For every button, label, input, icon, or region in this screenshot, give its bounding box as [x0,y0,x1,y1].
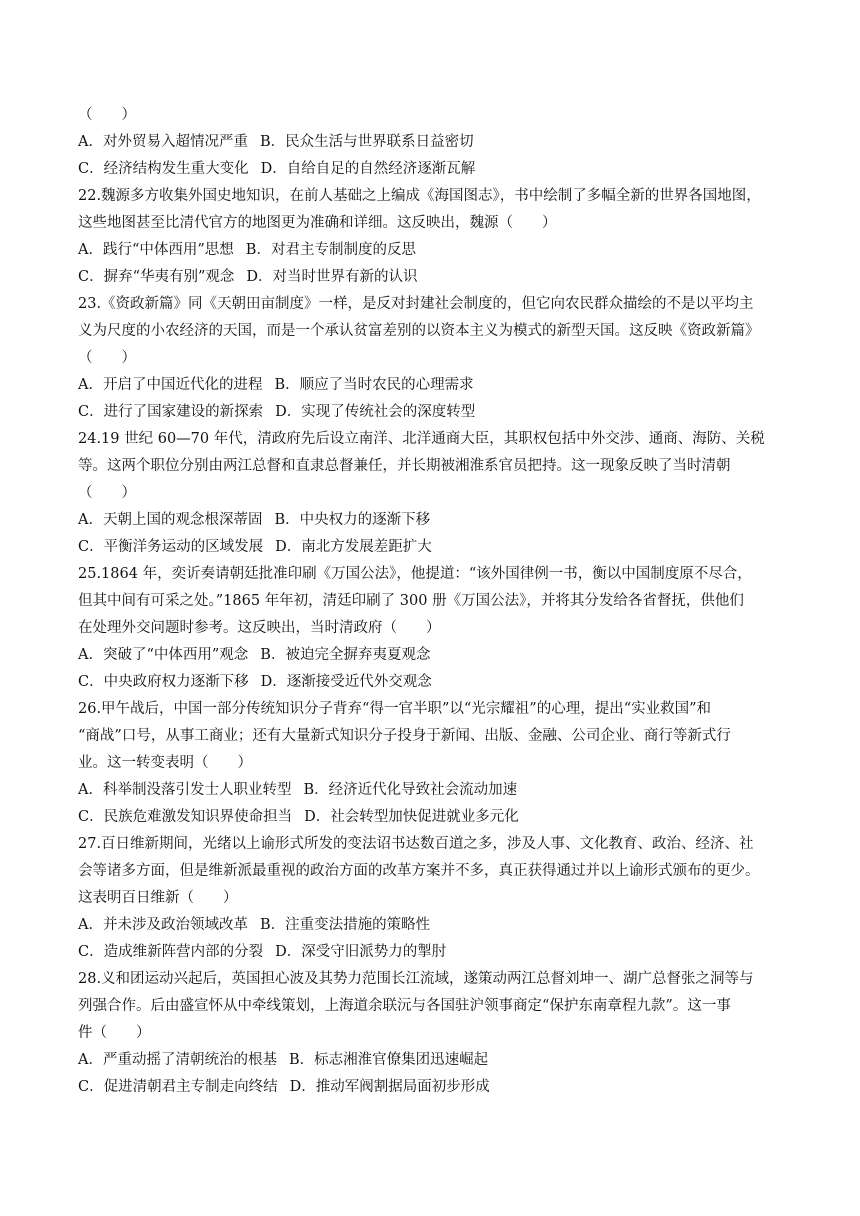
question-text: （ ） [78,350,136,366]
option-c: C．平衡洋务运动的区域发展 [78,539,264,555]
options-row [78,399,790,426]
question-text: 27.百日维新期间，光绪以上谕形式所发的变法诏书达数百道之多，涉及人事、文化教育、政治、经济、社 [78,836,754,852]
options-row [78,642,790,669]
question-25 [78,561,790,696]
question-text: 件（ ） [78,1025,151,1041]
options-row [78,804,790,831]
question-text: 义为尺度的小农经济的天国，而是一个承认贫富差别的以资本主义为模式的新型天国。这反映《资政新篇》 [78,323,760,339]
options-row [78,156,790,183]
question-text: 28.义和团运动兴起后，英国担心波及其势力范围长江流域，遂策动两江总督刘坤一、湖广总督张之洞等与 [78,971,754,987]
question-text: 这表明百日维新（ ） [78,890,238,906]
option-d: D．对当时世界有新的认识 [246,269,418,285]
option-c: C．经济结构发生重大变化 [78,161,249,177]
question-text: 22.魏源多方收集外国史地知识，在前人基础之上编成《海国图志》，书中绘制了多幅全新的世界各国地图， [78,188,761,204]
question-24 [78,426,790,561]
question-text: 23.《资政新篇》同《天朝田亩制度》一样，是反对封建社会制度的，但它向农民群众描绘的不是以平均主 [78,296,754,312]
exam-page [78,102,790,1101]
question-text: 等。这两个职位分别由两江总督和直隶总督兼任，并长期被湘淮系官员把持。这一现象反映了当时清朝 [78,458,731,474]
question-text: 25.1864 年，奕䜣奏请朝廷批准印刷《万国公法》，他提道：“该外国律例一书，衡以中国制度原不尽合， [78,566,752,582]
options-row [78,912,790,939]
option-c: C．中央政府权力逐渐下移 [78,674,249,690]
option-b: B．中央权力的逐渐下移 [274,512,431,528]
options-row [78,237,790,264]
question-text: 会等诸多方面，但是维新派最重视的政治方面的改革方案并不多，真正获得通过并以上谕形式颁布的更少。 [78,863,760,879]
option-d: D．推动军阀割据局面初步形成 [289,1079,490,1095]
question-text: 在处理外交问题时参考。这反映出，当时清政府（ ） [78,620,441,636]
option-b: B．对君主专制制度的反思 [245,242,416,258]
answer-paren: （ ） [78,107,136,123]
option-d: D．深受守旧派势力的掣肘 [275,944,447,960]
option-a: A．并未涉及政治领域改革 [78,917,248,933]
options-row [78,939,790,966]
options-row [78,777,790,804]
option-a: A．践行“中体西用”思想 [78,242,234,258]
question-text: （ ） [78,485,136,501]
question-22 [78,183,790,291]
option-b: B．经济近代化导致社会流动加速 [303,782,518,798]
option-a: A．天朝上国的观念根深蒂固 [78,512,263,528]
options-row [78,264,790,291]
option-b: B．注重变法措施的策略性 [259,917,431,933]
option-a: A．对外贸易入超情况严重 [78,134,248,150]
option-c: C．进行了国家建设的新探索 [78,404,264,420]
option-c: C．造成维新阵营内部的分裂 [78,944,264,960]
option-d: D．南北方发展差距扩大 [275,539,432,555]
question-text: 但其中间有可采之处。”1865 年年初，清廷印刷了 300 册《万国公法》，并将其分发给各省督抚，供他们 [78,593,744,609]
option-b: B．标志湘淮官僚集团迅速崛起 [288,1052,489,1068]
option-c: C．促进清朝君主专制走向终结 [78,1079,278,1095]
question-text: 26.甲午战后，中国一部分传统知识分子背弃“得一官半职”以“光宗耀祖”的心理，提出“实业救国”和 [78,701,712,717]
option-a: A．科举制没落引发士人职业转型 [78,782,292,798]
option-a: A．突破了“中体西用”观念 [78,647,249,663]
question-26 [78,696,790,831]
options-row [78,372,790,399]
options-row [78,129,790,156]
option-b: B．顺应了当时农民的心理需求 [274,377,474,393]
options-row [78,1047,790,1074]
option-d: D．社会转型加快促进就业多元化 [304,809,519,825]
options-row [78,534,790,561]
question-text: 列强合作。后由盛宣怀从中牵线策划，上海道余联沅与各国驻沪领事商定“保护东南章程九款”。这一事 [78,998,731,1014]
option-a: A．严重动摇了清朝统治的根基 [78,1052,277,1068]
question-text: 业。这一转变表明（ ） [78,755,252,771]
question-text: “商战”口号，从事工商业；还有大量新式知识分子投身于新闻、出版、金融、公司企业、商行等新式行 [78,728,731,744]
options-row [78,507,790,534]
question-text: 24.19 世纪 60—70 年代，清政府先后设立南洋、北洋通商大臣，其职权包括中外交涉、通商、海防、关税 [78,431,765,447]
option-d: D．实现了传统社会的深度转型 [275,404,476,420]
option-a: A．开启了中国近代化的进程 [78,377,263,393]
option-b: B．被迫完全摒弃夷夏观念 [260,647,431,663]
question-27 [78,831,790,966]
question-23 [78,291,790,426]
options-row [78,1074,790,1101]
options-row [78,669,790,696]
question-21-tail [78,102,790,183]
option-c: C．摒弃“华夷有别”观念 [78,269,235,285]
question-text: 这些地图甚至比清代官方的地图更为准确和详细。这反映出，魏源（ ） [78,215,557,231]
option-d: D．自给自足的自然经济逐渐瓦解 [260,161,476,177]
option-c: C．民族危难激发知识界使命担当 [78,809,293,825]
question-28 [78,966,790,1101]
option-b: B．民众生活与世界联系日益密切 [259,134,474,150]
option-d: D．逐渐接受近代外交观念 [260,674,432,690]
